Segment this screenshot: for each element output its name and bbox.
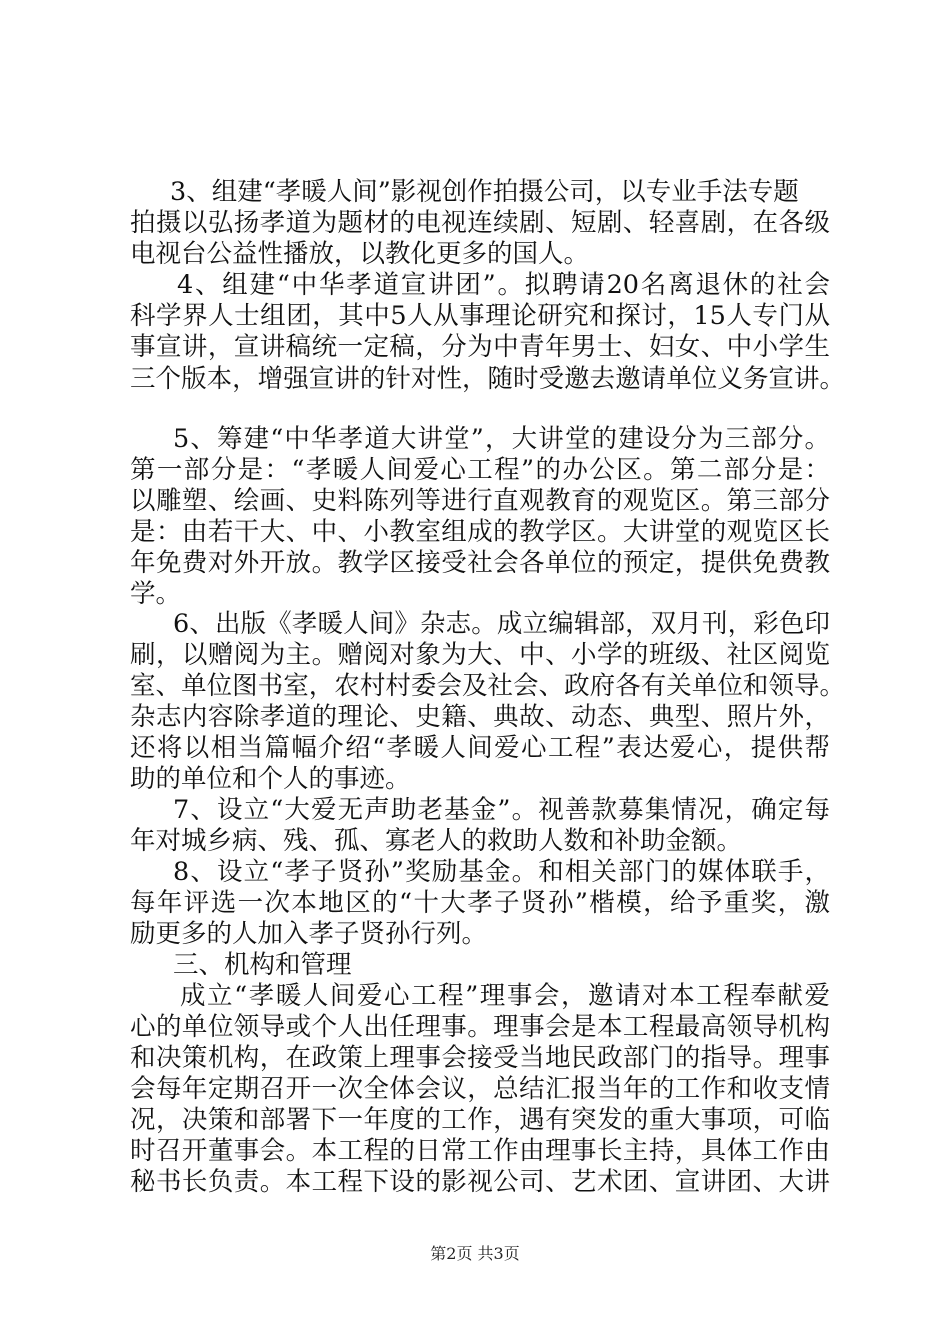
text-line: 助的单位和个人的事迹。 <box>130 764 411 794</box>
text-line: 8、设立“孝子贤孙”奖励基金。和相关部门的媒体联手， <box>173 857 830 887</box>
text-line: 况，决策和部署下一年度的工作，遇有突发的重大事项，可临 <box>130 1105 830 1135</box>
text-line: 4、组建“中华孝道宣讲团”。拟聘请20名离退休的社会 <box>177 270 830 300</box>
text-line: 学。 <box>130 579 182 609</box>
text-line: 以雕塑、绘画、史料陈列等进行直观教育的观览区。第三部分 <box>130 486 830 516</box>
text-line: 每年评选一次本地区的“十大孝子贤孙”楷模，给予重奖，激 <box>130 888 830 918</box>
text-line: 成立“孝暖人间爱心工程”理事会，邀请对本工程奉献爱 <box>180 981 830 1011</box>
text-line: 和决策机构，在政策上理事会接受当地民政部门的指导。理事 <box>130 1043 830 1073</box>
page-footer: 第2页 共3页 <box>430 1244 520 1263</box>
text-line: 拍摄以弘扬孝道为题材的电视连续剧、短剧、轻喜剧，在各级 <box>130 208 830 238</box>
text-line: 是：由若干大、中、小教室组成的教学区。大讲堂的观览区长 <box>130 517 830 547</box>
text-line: 7、设立“大爱无声助老基金”。视善款募集情况，确定每 <box>173 795 830 825</box>
section-heading: 三、机构和管理 <box>173 950 352 980</box>
text-line: 三个版本，增强宣讲的针对性，随时受邀去邀请单位义务宣讲。 <box>130 364 845 394</box>
text-line: 5、筹建“中华孝道大讲堂”，大讲堂的建设分为三部分。 <box>173 424 830 454</box>
text-line: 年对城乡病、残、孤、寡老人的救助人数和补助金额。 <box>130 826 743 856</box>
text-line: 科学界人士组团，其中5人从事理论研究和探讨，15人专门从 <box>130 301 830 331</box>
text-line: 杂志内容除孝道的理论、史籍、典故、动态、典型、照片外， <box>130 702 830 732</box>
text-line: 还将以相当篇幅介绍“孝暖人间爱心工程”表达爱心，提供帮 <box>130 733 830 763</box>
text-line: 秘书长负责。本工程下设的影视公司、艺术团、宣讲团、大讲 <box>130 1167 830 1197</box>
text-line: 室、单位图书室，农村村委会及社会、政府各有关单位和领导。 <box>130 671 845 701</box>
text-line: 电视台公益性播放，以教化更多的国人。 <box>130 239 590 269</box>
text-line: 年免费对外开放。教学区接受社会各单位的预定，提供免费教 <box>130 548 830 578</box>
text-line: 刷，以赠阅为主。赠阅对象为大、中、小学的班级、社区阅览 <box>130 640 830 670</box>
text-line: 心的单位领导或个人出任理事。理事会是本工程最高领导机构 <box>130 1012 830 1042</box>
text-line: 时召开董事会。本工程的日常工作由理事长主持，具体工作由 <box>130 1136 830 1166</box>
text-line: 6、出版《孝暖人间》杂志。成立编辑部，双月刊，彩色印 <box>173 609 830 639</box>
text-line: 第一部分是：“孝暖人间爱心工程”的办公区。第二部分是： <box>130 455 830 485</box>
text-line: 事宣讲，宣讲稿统一定稿，分为中青年男士、妇女、中小学生 <box>130 332 830 362</box>
text-line: 3、组建“孝暖人间”影视创作拍摄公司，以专业手法专题 <box>170 177 799 207</box>
text-line: 励更多的人加入孝子贤孙行列。 <box>130 919 488 949</box>
text-line: 会每年定期召开一次全体会议，总结汇报当年的工作和收支情 <box>130 1074 830 1104</box>
